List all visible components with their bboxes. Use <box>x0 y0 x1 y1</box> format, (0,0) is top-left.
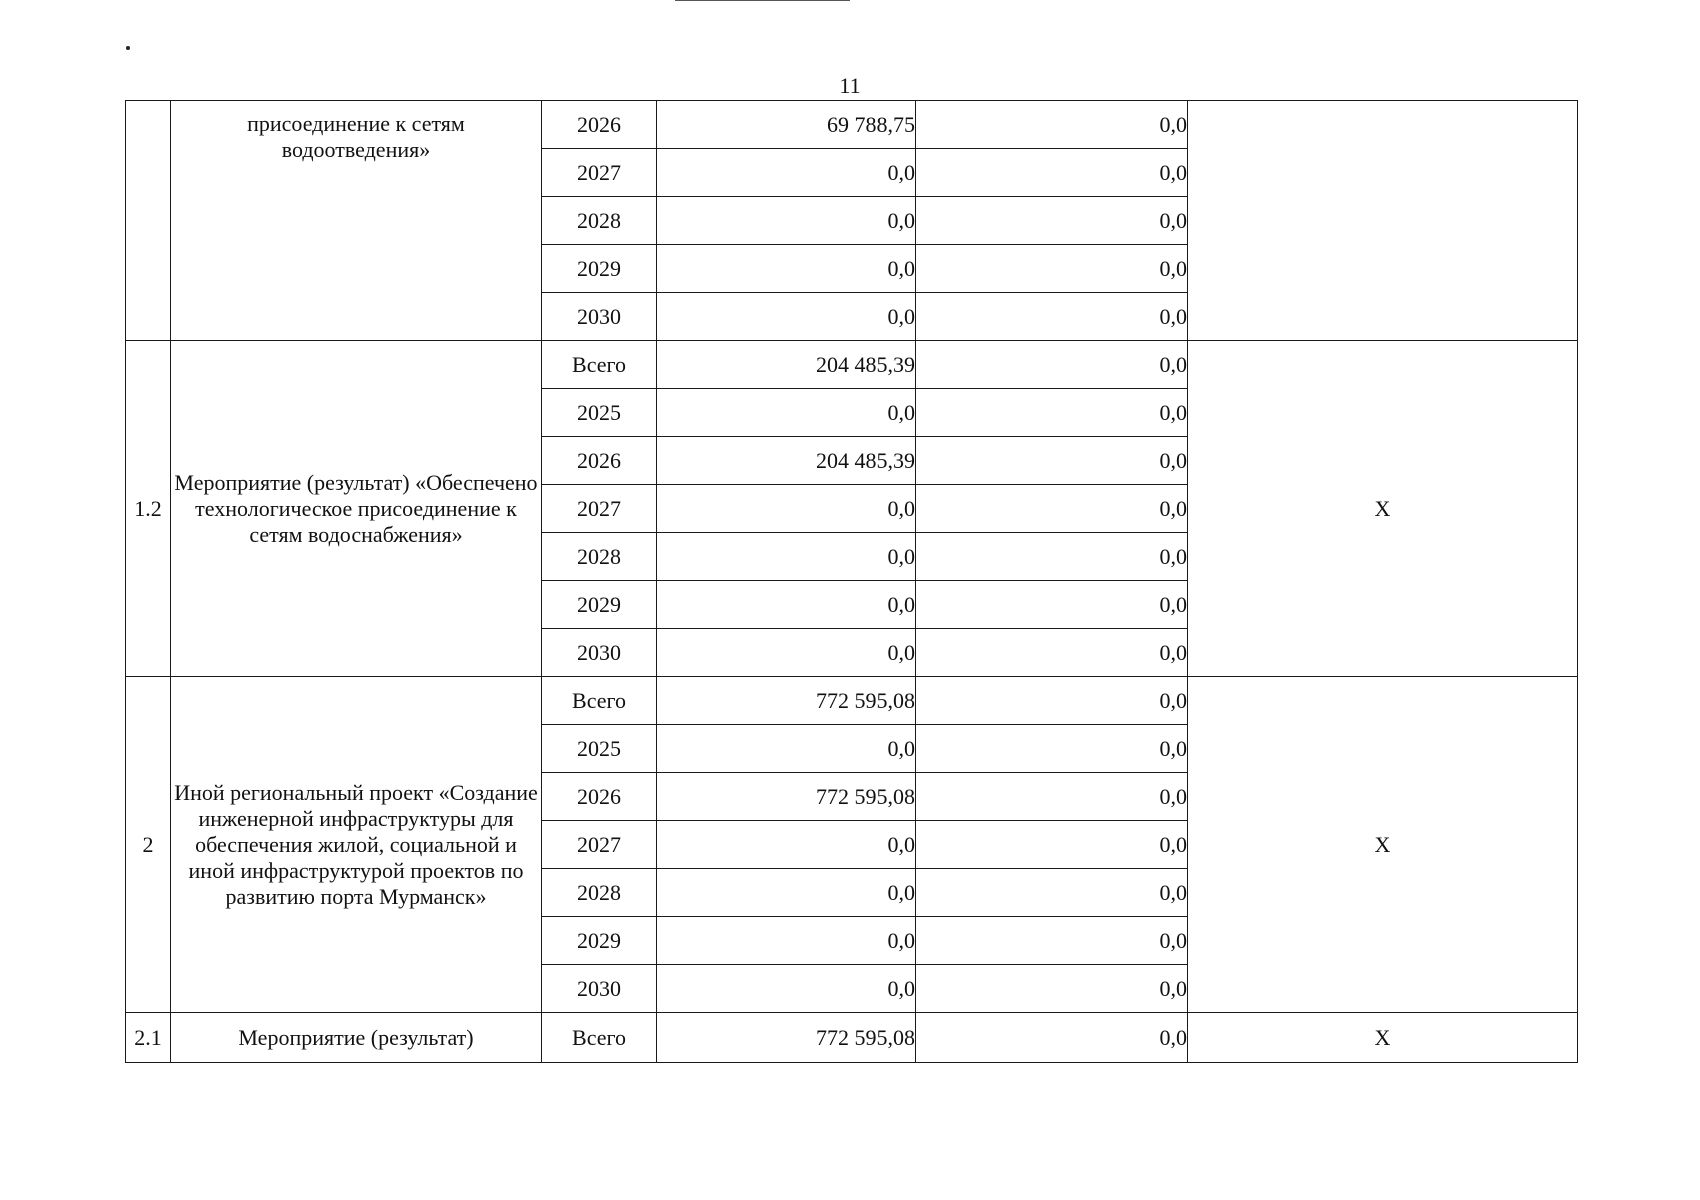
amount-secondary-cell: 0,0 <box>916 341 1188 389</box>
year-cell: 2029 <box>542 917 657 965</box>
year-cell: Всего <box>542 341 657 389</box>
year-cell: 2029 <box>542 581 657 629</box>
x-mark-cell <box>1188 101 1578 341</box>
amount-secondary-cell: 0,0 <box>916 917 1188 965</box>
year-cell: 2026 <box>542 437 657 485</box>
top-rule <box>675 0 850 1</box>
year-cell: 2030 <box>542 965 657 1013</box>
scan-mark <box>126 46 130 50</box>
table-row <box>126 1013 1578 1063</box>
amount-secondary-cell: 0,0 <box>916 389 1188 437</box>
amount-total-cell: 0,0 <box>657 965 916 1013</box>
activity-name: присоединение к сетям водоотведения» <box>171 101 542 341</box>
row-number: 2 <box>126 677 171 1013</box>
amount-secondary-cell: 0,0 <box>916 245 1188 293</box>
year-cell: 2029 <box>542 245 657 293</box>
amount-total-cell: 0,0 <box>657 389 916 437</box>
amount-total-cell: 0,0 <box>657 533 916 581</box>
amount-total-cell: 772 595,08 <box>657 1013 916 1063</box>
year-cell: 2026 <box>542 773 657 821</box>
table-row <box>126 101 1578 149</box>
amount-total-cell: 0,0 <box>657 629 916 677</box>
page-number: 11 <box>839 73 861 98</box>
table-row <box>126 677 1578 725</box>
amount-secondary-cell: 0,0 <box>916 149 1188 197</box>
year-cell: 2025 <box>542 389 657 437</box>
amount-secondary-cell: 0,0 <box>916 725 1188 773</box>
year-cell: 2027 <box>542 821 657 869</box>
amount-total-cell: 0,0 <box>657 149 916 197</box>
amount-total-cell: 0,0 <box>657 245 916 293</box>
row-number <box>126 101 171 341</box>
amount-total-cell: 204 485,39 <box>657 341 916 389</box>
amount-total-cell: 0,0 <box>657 485 916 533</box>
amount-total-cell: 0,0 <box>657 197 916 245</box>
amount-secondary-cell: 0,0 <box>916 1013 1188 1063</box>
amount-secondary-cell: 0,0 <box>916 533 1188 581</box>
amount-total-cell: 204 485,39 <box>657 437 916 485</box>
amount-secondary-cell: 0,0 <box>916 965 1188 1013</box>
amount-secondary-cell: 0,0 <box>916 869 1188 917</box>
row-number: 1.2 <box>126 341 171 677</box>
row-number: 2.1 <box>126 1013 171 1063</box>
amount-secondary-cell: 0,0 <box>916 293 1188 341</box>
amount-secondary-cell: 0,0 <box>916 101 1188 149</box>
year-cell: 2030 <box>542 293 657 341</box>
amount-secondary-cell: 0,0 <box>916 437 1188 485</box>
amount-total-cell: 0,0 <box>657 917 916 965</box>
amount-secondary-cell: 0,0 <box>916 485 1188 533</box>
amount-secondary-cell: 0,0 <box>916 581 1188 629</box>
year-cell: 2028 <box>542 533 657 581</box>
amount-total-cell: 0,0 <box>657 293 916 341</box>
year-cell: 2027 <box>542 149 657 197</box>
amount-secondary-cell: 0,0 <box>916 629 1188 677</box>
year-cell: 2028 <box>542 869 657 917</box>
year-cell: Всего <box>542 677 657 725</box>
x-mark-cell: Х <box>1188 341 1578 677</box>
amount-total-cell: 772 595,08 <box>657 677 916 725</box>
amount-total-cell: 0,0 <box>657 581 916 629</box>
amount-secondary-cell: 0,0 <box>916 821 1188 869</box>
year-cell: 2028 <box>542 197 657 245</box>
amount-total-cell: 0,0 <box>657 869 916 917</box>
amount-total-cell: 0,0 <box>657 821 916 869</box>
year-cell: Всего <box>542 1013 657 1063</box>
amount-secondary-cell: 0,0 <box>916 197 1188 245</box>
year-cell: 2027 <box>542 485 657 533</box>
year-cell: 2025 <box>542 725 657 773</box>
amount-total-cell: 0,0 <box>657 725 916 773</box>
table-row <box>126 341 1578 389</box>
amount-secondary-cell: 0,0 <box>916 677 1188 725</box>
activity-name: Мероприятие (результат) <box>171 1013 542 1063</box>
amount-total-cell: 69 788,75 <box>657 101 916 149</box>
activity-name: Иной региональный проект «Создание инженерной инфраструктуры для обеспечения жилой, социальной и иной инфраструктурой проектов по развитию порта Мурманск» <box>171 677 542 1013</box>
x-mark-cell: Х <box>1188 1013 1578 1063</box>
year-cell: 2030 <box>542 629 657 677</box>
x-mark-cell: Х <box>1188 677 1578 1013</box>
amount-total-cell: 772 595,08 <box>657 773 916 821</box>
year-cell: 2026 <box>542 101 657 149</box>
activity-name: Мероприятие (результат) «Обеспечено технологическое присоединение к сетям водоснабжения» <box>171 341 542 677</box>
amount-secondary-cell: 0,0 <box>916 773 1188 821</box>
funding-table <box>125 100 1578 1063</box>
